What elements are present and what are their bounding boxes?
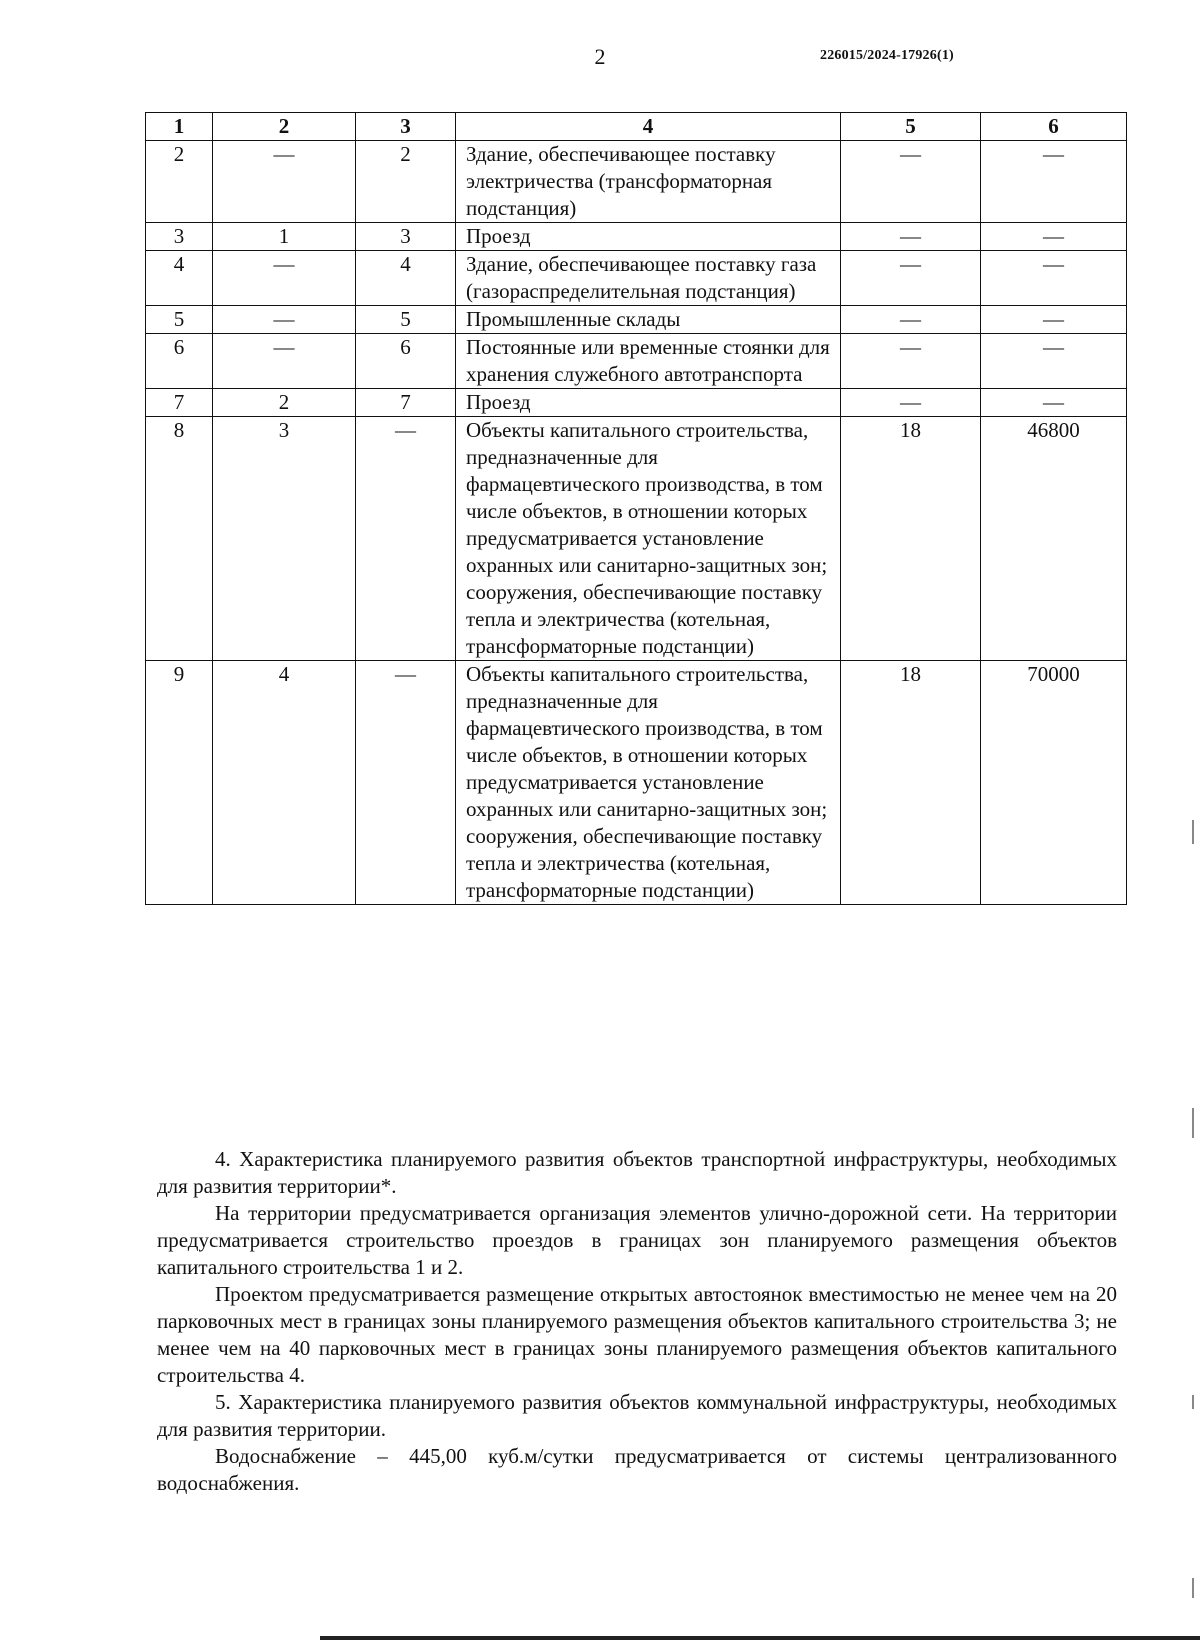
document-id: 226015/2024-17926(1) (820, 48, 954, 63)
column-header: 4 (456, 113, 841, 141)
table-cell: — (213, 334, 356, 389)
table-cell: — (841, 141, 981, 223)
table-cell: 4 (356, 251, 456, 306)
table-cell: — (981, 141, 1127, 223)
table-cell: 3 (213, 417, 356, 661)
table-row (146, 417, 1127, 661)
table-cell: — (841, 251, 981, 306)
table-cell: 3 (356, 223, 456, 251)
table-cell: 18 (841, 661, 981, 905)
table-cell: — (981, 251, 1127, 306)
table-cell: — (981, 389, 1127, 417)
table-cell: — (356, 417, 456, 661)
table-cell: Проезд (456, 389, 841, 417)
column-header: 5 (841, 113, 981, 141)
table-row (146, 141, 1127, 223)
table-cell: — (213, 306, 356, 334)
body-text (157, 1146, 1117, 1497)
table-cell: — (356, 661, 456, 905)
column-header: 6 (981, 113, 1127, 141)
table-cell: 18 (841, 417, 981, 661)
table-row (146, 334, 1127, 389)
table-cell: — (981, 306, 1127, 334)
table-cell: 4 (146, 251, 213, 306)
table-cell: — (841, 223, 981, 251)
scan-edge-mark (1192, 1578, 1194, 1598)
table-cell: 2 (356, 141, 456, 223)
table-cell: — (213, 141, 356, 223)
scan-edge-mark (1192, 1108, 1194, 1138)
table-cell: — (981, 334, 1127, 389)
table-cell: 4 (213, 661, 356, 905)
data-table (145, 112, 1127, 905)
table-cell: 1 (213, 223, 356, 251)
table-cell: — (981, 223, 1127, 251)
column-header: 1 (146, 113, 213, 141)
table-cell: Здание, обеспечивающее поставку газа (газораспределительная подстанция) (456, 251, 841, 306)
column-header: 2 (213, 113, 356, 141)
table-cell: Промышленные склады (456, 306, 841, 334)
paragraph: На территории предусматривается организация элементов улично-дорожной сети. На территории предусматривается строительство проездов в границах зон планируемого размещения объектов капитального строительства 1 и 2. (157, 1201, 1117, 1279)
scan-edge-mark (1192, 820, 1194, 844)
table-row (146, 251, 1127, 306)
paragraph: 5. Характеристика планируемого развития объектов коммунальной инфраструктуры, необходимых для развития территории. (157, 1390, 1117, 1441)
table-cell: 6 (356, 334, 456, 389)
table-cell: 3 (146, 223, 213, 251)
paragraph: 4. Характеристика планируемого развития объектов транспортной инфраструктуры, необходимых для развития территории*. (157, 1147, 1117, 1198)
table-cell: 9 (146, 661, 213, 905)
bottom-rule (320, 1636, 1200, 1640)
table-cell: Объекты капитального строительства, предназначенные для фармацевтического производства, в том числе объектов, в отношении которых предусматривается установление охранных или санитарно-защитных зон; сооружения, обеспечивающие поставку тепла и электричества (котельная, трансформаторные подстанции) (456, 661, 841, 905)
table-cell: 2 (213, 389, 356, 417)
table-cell: — (213, 251, 356, 306)
table-cell: 8 (146, 417, 213, 661)
scan-edge-mark (1192, 1395, 1194, 1409)
table-cell: Постоянные или временные стоянки для хранения служебного автотранспорта (456, 334, 841, 389)
table-row (146, 661, 1127, 905)
table-cell: Проезд (456, 223, 841, 251)
table-cell: — (841, 306, 981, 334)
table-cell: Объекты капитального строительства, предназначенные для фармацевтического производства, в том числе объектов, в отношении которых предусматривается установление охранных или санитарно-защитных зон; сооружения, обеспечивающие поставку тепла и электричества (котельная, трансформаторные подстанции) (456, 417, 841, 661)
table-cell: 6 (146, 334, 213, 389)
table-header-row (146, 113, 1127, 141)
table-cell: 46800 (981, 417, 1127, 661)
table-cell: 5 (356, 306, 456, 334)
table-row (146, 389, 1127, 417)
table-cell: Здание, обеспечивающее поставку электричества (трансформаторная подстанция) (456, 141, 841, 223)
paragraph: Водоснабжение – 445,00 куб.м/сутки предусматривается от системы централизованного водоснабжения. (157, 1444, 1117, 1495)
table-row (146, 306, 1127, 334)
table-cell: 7 (356, 389, 456, 417)
table-cell: 70000 (981, 661, 1127, 905)
page-number: 2 (594, 44, 606, 69)
table-row (146, 223, 1127, 251)
paragraph: Проектом предусматривается размещение открытых автостоянок вместимостью не менее чем на 20 парковочных мест в границах зоны планируемого размещения объектов капитального строительства 3; не менее чем на 40 парковочных мест в границах зоны планируемого размещения объектов капитального строительства 4. (157, 1282, 1117, 1387)
table-cell: 7 (146, 389, 213, 417)
table-cell: — (841, 334, 981, 389)
table-cell: 5 (146, 306, 213, 334)
table-cell: 2 (146, 141, 213, 223)
table-cell: — (841, 389, 981, 417)
column-header: 3 (356, 113, 456, 141)
